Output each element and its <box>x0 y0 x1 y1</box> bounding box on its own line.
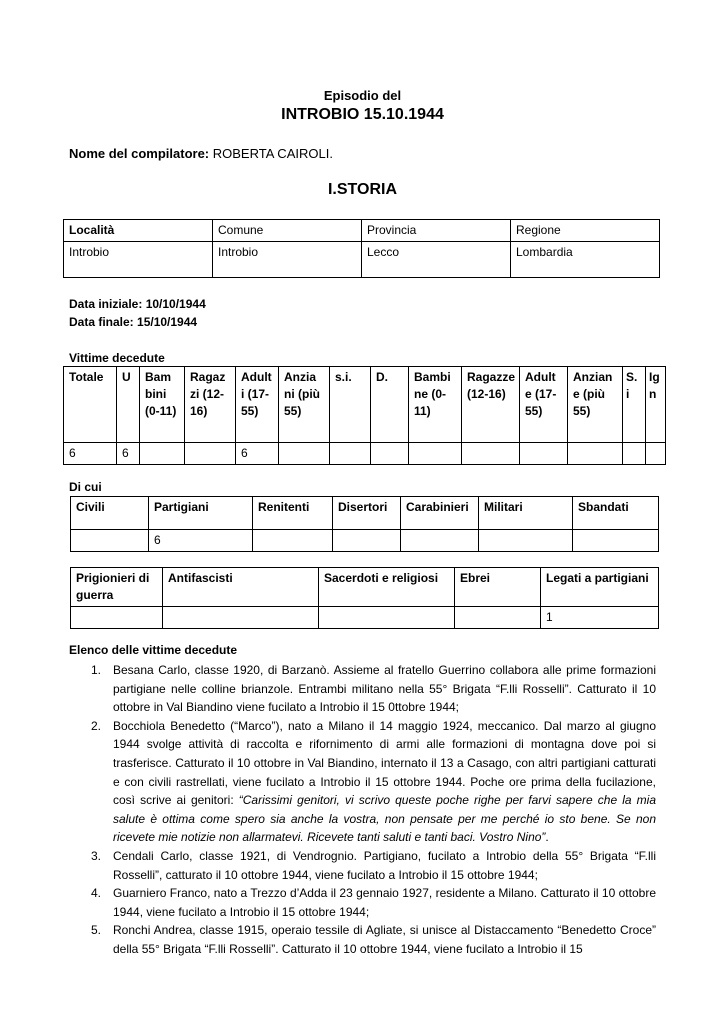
table-row <box>71 607 659 629</box>
dicui-header-cell: Civili <box>71 497 149 530</box>
dicui-header-cell: Militari <box>479 497 573 530</box>
victims-header-cell: s.i. <box>330 367 371 443</box>
compiler-label: Nome del compilatore: <box>69 146 210 161</box>
prisoners-value-cell <box>319 607 455 629</box>
victims-value-cell: 6 <box>236 443 279 465</box>
victims-header-cell: Adult e (17-55) <box>520 367 568 443</box>
victims-value-cell <box>520 443 568 465</box>
prisoners-value-cell <box>163 607 319 629</box>
victims-table-title: Vittime decedute <box>69 351 165 365</box>
provincia-header: Provincia <box>362 220 511 242</box>
victims-header-cell: Ig n <box>646 367 666 443</box>
dicui-header-cell: Carabinieri <box>401 497 479 530</box>
comune-header: Comune <box>213 220 362 242</box>
list-item <box>70 661 656 717</box>
table-row <box>71 497 659 530</box>
dicui-header-cell: Disertori <box>333 497 401 530</box>
victims-header-cell: Adult i (17-55) <box>236 367 279 443</box>
compiler-line <box>69 146 333 161</box>
location-table <box>63 219 660 278</box>
victims-header-cell: Ragazze (12-16) <box>462 367 520 443</box>
letter-quote: “Carissimi genitori, vi scrivo queste poche righe per farvi sapere che la mia salute è ottima come spero sia anche la vostra, non pensate per me perché io sto bene. Se non ricevete mie notizie non allarmatevi. Ricevete tanti saluti e tanti baci. Vostro Nino” <box>113 793 656 845</box>
prisoners-value-cell <box>71 607 163 629</box>
start-date: Data iniziale: 10/10/1944 <box>69 297 206 311</box>
victims-header-cell: Anzian e (più 55) <box>568 367 623 443</box>
victims-value-cell <box>568 443 623 465</box>
victims-value-cell <box>185 443 236 465</box>
victims-value-cell <box>330 443 371 465</box>
episode-label: Episodio del <box>323 88 402 103</box>
regione-value: Lombardia <box>511 242 660 278</box>
dicui-header-cell: Partigiani <box>149 497 253 530</box>
victims-value-cell <box>140 443 185 465</box>
list-item-number: 4. <box>91 886 102 901</box>
comune-value: Introbio <box>213 242 362 278</box>
prisoners-header-cell: Sacerdoti e religiosi <box>319 568 455 607</box>
prisoners-header-cell: Legati a partigiani <box>541 568 659 607</box>
dicui-value-cell <box>479 530 573 552</box>
regione-header: Regione <box>511 220 660 242</box>
prisoners-value-cell <box>455 607 541 629</box>
dates-block <box>69 295 206 331</box>
list-item-tail: . <box>545 830 549 845</box>
list-item <box>70 921 656 958</box>
location-value: Introbio <box>64 242 213 278</box>
victims-value-cell <box>279 443 330 465</box>
victims-value-cell <box>646 443 666 465</box>
dicui-table-title: Di cui <box>69 480 102 494</box>
victims-table <box>63 366 666 465</box>
prisoners-header-cell: Ebrei <box>455 568 541 607</box>
victims-header-cell: Bam bini (0-11) <box>140 367 185 443</box>
end-date: Data finale: 15/10/1944 <box>69 315 198 329</box>
dicui-value-cell <box>401 530 479 552</box>
list-item-text: Besana Carlo, classe 1920, di Barzanò. Assieme al fratello Guerrino collabora alle prime formazioni partigiane nelle colline brianzole. Entrambi militano nella 55° Brigata “F.lli Rosselli”. Catturato il 10 ottobre in Val Biandino viene fucilato a Introbio il 15 0ttobre 1944; <box>113 663 656 715</box>
victims-value-cell <box>409 443 462 465</box>
prisoners-header-cell: Antifascisti <box>163 568 319 607</box>
dicui-value-cell <box>253 530 333 552</box>
compiler-value: ROBERTA CAIROLI. <box>212 146 333 161</box>
victims-header-cell: Ragaz zi (12-16) <box>185 367 236 443</box>
table-row <box>64 242 660 278</box>
victims-header-cell: Bambi ne (0-11) <box>409 367 462 443</box>
dicui-value-cell <box>573 530 659 552</box>
table-row <box>64 367 666 443</box>
list-item-text: Cendali Carlo, classe 1921, di Vendrognio. Partigiano, fucilato a Introbio della 55° Brigata “F.lli Rosselli”, catturato il 10 ottobre 1944, viene fucilato a Introbio il 15 ottobre 1944; <box>113 848 656 882</box>
victims-value-cell <box>371 443 409 465</box>
location-header: Località <box>64 220 213 242</box>
table-row <box>71 568 659 607</box>
list-item-number: 2. <box>91 718 102 733</box>
list-item-text: Bocchiola Benedetto (“Marco”), nato a Milano il 14 maggio 1924, meccanico. Dal marzo al giugno 1944 svolge attività di raccolta e rifornimento di armi alle formazioni di montagna dove poi si trasferisce. Catturato il 10 ottobre in Val Biandino, internato il 13 a Casago, con altri partigiani catturati e con civili rastrellati, viene fucilato a Introbio il 15 ottobre 1944. Poche ore prima della fucilazione, così scrive ai genitori: <box>113 718 656 808</box>
victims-header-cell: S. i <box>623 367 646 443</box>
victims-header-cell: D. <box>371 367 409 443</box>
victims-value-cell <box>462 443 520 465</box>
victims-value-cell: 6 <box>64 443 117 465</box>
list-item <box>70 717 656 847</box>
prisoners-table <box>70 567 659 629</box>
victims-list-title: Elenco delle vittime decedute <box>69 643 238 657</box>
dicui-header-cell: Renitenti <box>253 497 333 530</box>
victims-header-cell: Totale <box>64 367 117 443</box>
victims-header-cell: U <box>117 367 140 443</box>
prisoners-value-cell: 1 <box>541 607 659 629</box>
list-item-number: 3. <box>91 848 102 863</box>
list-item <box>70 884 656 921</box>
list-item-number: 1. <box>91 663 102 677</box>
dicui-value-cell <box>333 530 401 552</box>
section-title: I.STORIA <box>327 181 398 198</box>
table-row <box>64 443 666 465</box>
table-row <box>71 530 659 552</box>
page-title: INTROBIO 15.10.1944 <box>281 106 444 123</box>
dicui-value-cell: 6 <box>149 530 253 552</box>
list-item-text: Ronchi Andrea, classe 1915, operaio tessile di Agliate, si unisce al Distaccamento “Benedetto Croce” della 55° Brigata “F.lli Rosselli”. Catturato il 10 ottobre 1944, viene fucilato a Introbio il 15 <box>113 923 656 956</box>
victims-list <box>70 661 656 959</box>
victims-header-cell: Anzia ni (più 55) <box>279 367 330 443</box>
table-row <box>64 220 660 242</box>
dicui-value-cell <box>71 530 149 552</box>
dicui-header-cell: Sbandati <box>573 497 659 530</box>
list-item <box>70 847 656 884</box>
dicui-table <box>70 496 659 552</box>
victims-value-cell <box>623 443 646 465</box>
victims-value-cell: 6 <box>117 443 140 465</box>
prisoners-header-cell: Prigionieri di guerra <box>71 568 163 607</box>
list-item-number: 5. <box>91 923 102 938</box>
provincia-value: Lecco <box>362 242 511 278</box>
list-item-text: Guarniero Franco, nato a Trezzo d’Adda il 23 gennaio 1927, residente a Milano. Catturato il 10 ottobre 1944, viene fucilato a Introbio il 15 ottobre 1944; <box>113 886 656 919</box>
